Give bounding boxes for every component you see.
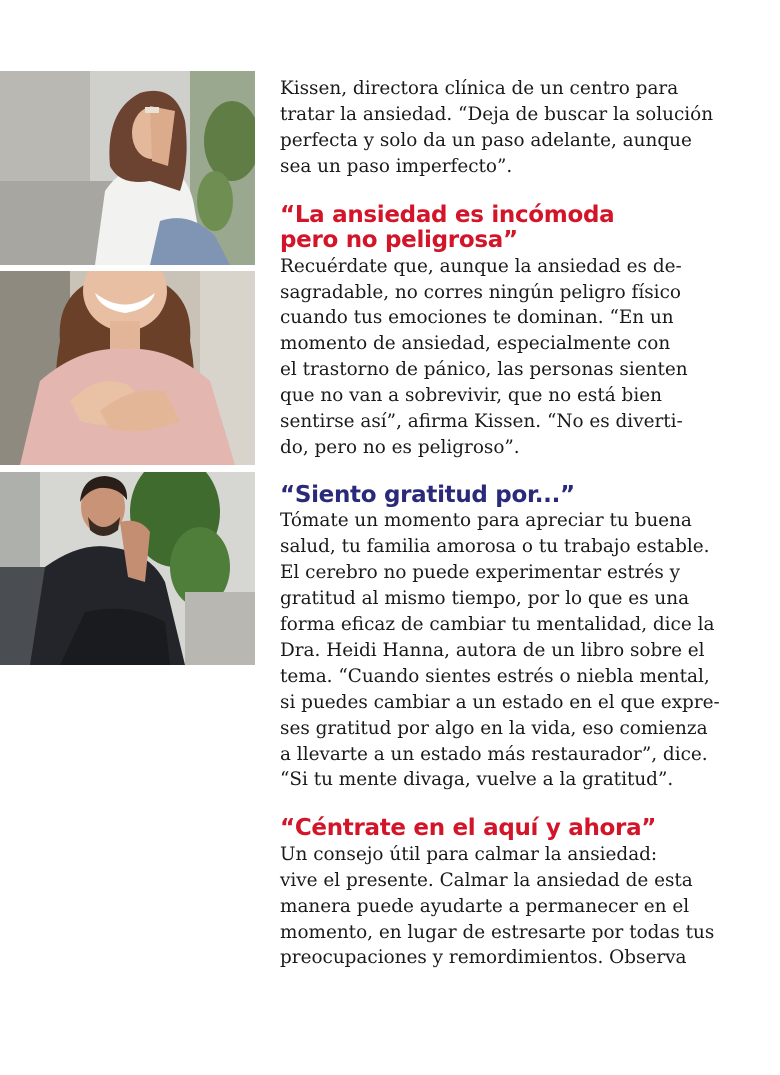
section-heading-gratitud: “Siento gratitud por...” — [280, 481, 575, 508]
section-body-gratitud: Tómate un momento para apreciar tu buena salud, tu familia amorosa o tu trabajo estable. El cerebro no puede experimentar estrés y gratitud al mismo tiempo, por lo que es una forma eficaz de cambiar tu mentalidad, dice la Dra. Heidi Hanna, autora de un libro sobre el tema. “Cuando sientes estrés o niebla mental, si puedes cambiar a un estado en el que expre- ses gratitud por algo en la vida, eso comienza a llevarte a un estado más restaurador”, dice. “Si tu mente divaga, vuelve a la gratitud”. — [280, 510, 720, 791]
intro-paragraph: Kissen, directora clínica de un centro para tratar la ansiedad. “Deja de buscar la solución perfecta y solo da un paso adelante, aunque sea un paso imperfecto”. — [280, 78, 714, 177]
woman-stressed-photo — [0, 71, 255, 265]
section-body-ansiedad: Recuérdate que, aunque la ansiedad es de- sagradable, no corres ningún peligro físico cuando tus emociones te dominan. “En un momento de ansiedad, especialmente con el trastorno de pánico, las personas sienten que no van a sobrevivir, que no está bien sentirse así”, afirma Kissen. “No es diverti- do, pero no es peligroso”. — [280, 255, 688, 458]
section-body-aqui-y-ahora: Un consejo útil para calmar la ansiedad: vive el presente. Calmar la ansiedad de esta manera puede ayudarte a permanecer en el momento, en lugar de estresarte por todas tus preocupaciones y remordimientos. Observa — [280, 843, 715, 969]
section-heading-ansiedad: “La ansiedad es incómoda pero no peligrosa” — [280, 201, 615, 254]
man-thinking-photo — [0, 472, 255, 665]
article-column — [280, 76, 750, 971]
woman-smiling-hands-on-chest-photo — [0, 271, 255, 465]
section-heading-aqui-y-ahora: “Céntrate en el aquí y ahora” — [280, 815, 657, 842]
